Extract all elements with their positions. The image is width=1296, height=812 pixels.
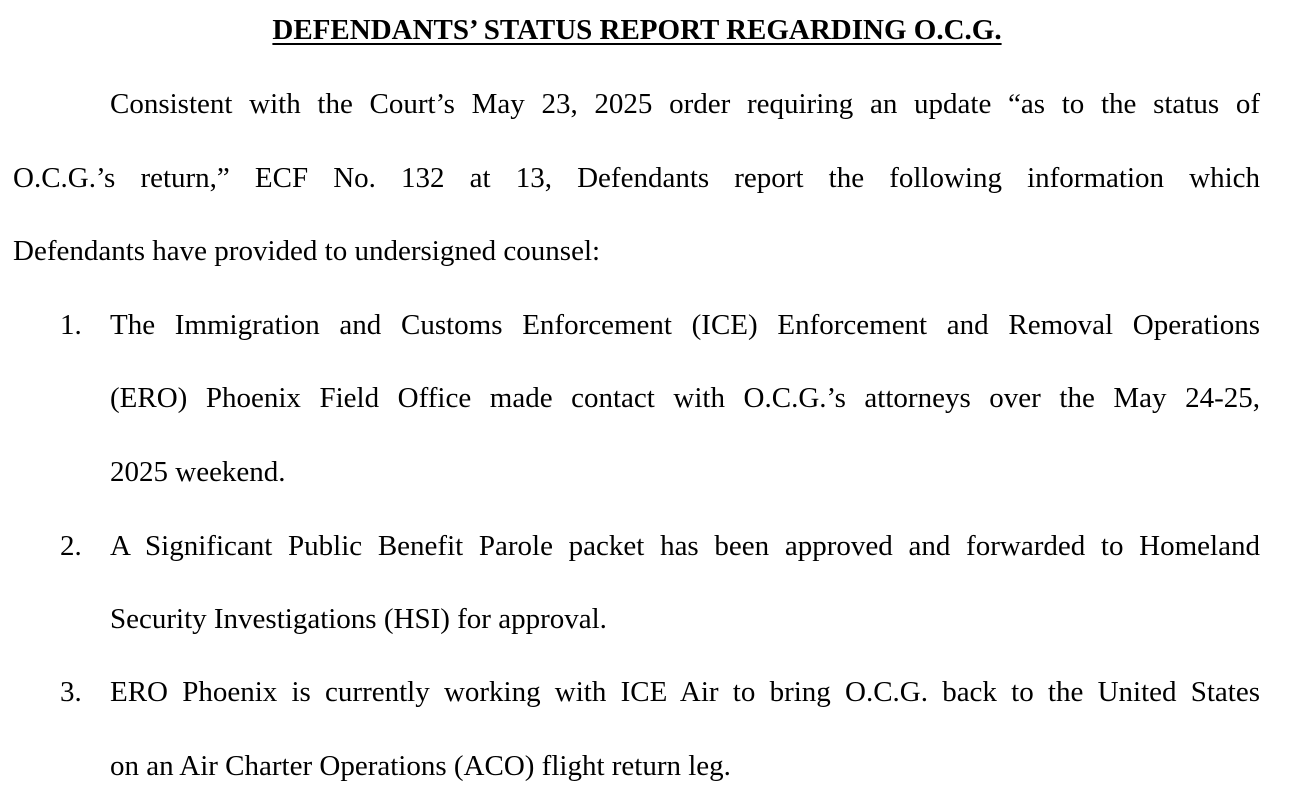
list-item-2-line-1: A Significant Public Benefit Parole packet has been approved and forwarded to Homeland (110, 530, 1260, 562)
list-item-number: 2. (60, 530, 82, 562)
intro-line-3: Defendants have provided to undersigned counsel: (13, 235, 601, 267)
list-item-1-line-1: The Immigration and Customs Enforcement (ICE) Enforcement and Removal Operations (110, 309, 1260, 341)
list-item-3-line-1: ERO Phoenix is currently working with ICE Air to bring O.C.G. back to the United States (110, 676, 1260, 708)
list-item-1-line-3: 2025 weekend. (110, 456, 286, 488)
list-item-2-line-2: Security Investigations (HSI) for approval. (110, 603, 607, 635)
list-item-number: 3. (60, 676, 82, 708)
list-item-3-line-2: on an Air Charter Operations (ACO) flight return leg. (110, 750, 731, 782)
intro-line-1: Consistent with the Court’s May 23, 2025 order requiring an update “as to the status of (110, 88, 1260, 120)
list-item-1-line-2: (ERO) Phoenix Field Office made contact with O.C.G.’s attorneys over the May 24-25, (110, 382, 1260, 414)
document-title: DEFENDANTS’ STATUS REPORT REGARDING O.C.G. (272, 14, 1002, 46)
list-item-number: 1. (60, 309, 82, 341)
intro-line-2: O.C.G.’s return,” ECF No. 132 at 13, Defendants report the following information which (13, 162, 1260, 194)
